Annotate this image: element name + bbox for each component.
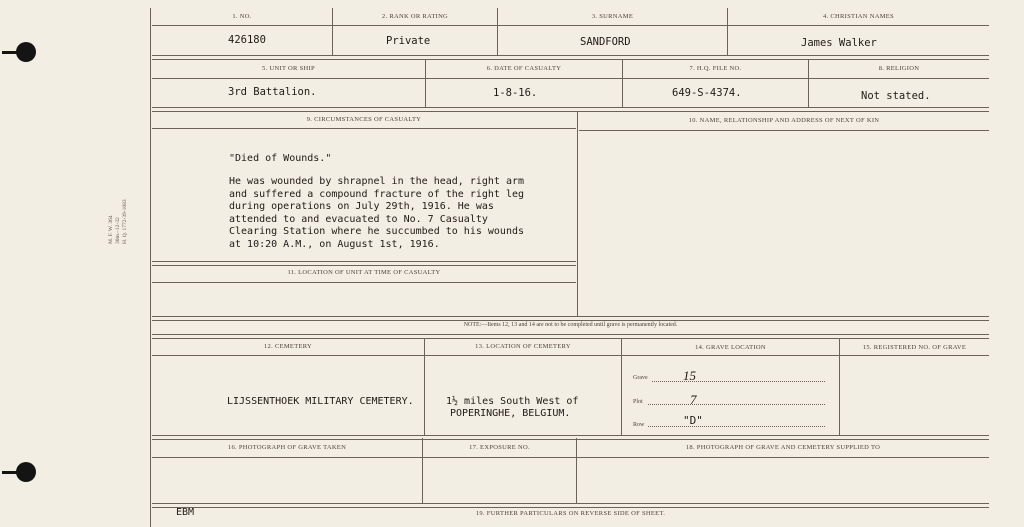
label-cemetery: 12. CEMETERY <box>263 343 313 350</box>
value-file-no: 649-S-4374. <box>672 87 742 99</box>
circumstances-line: attended to and evacuated to No. 7 Casualty <box>229 213 488 225</box>
label-plot: Plot <box>633 399 643 405</box>
punch-hole-top <box>16 42 36 62</box>
label-file-no: 7. H.Q. FILE NO. <box>689 65 742 72</box>
value-location-line-2: POPERINGHE, BELGIUM. <box>450 408 571 419</box>
value-initials: EBM <box>176 507 195 518</box>
label-grave-location: 14. GRAVE LOCATION <box>695 344 766 351</box>
rule <box>152 355 989 356</box>
rule <box>152 78 989 79</box>
double-rule <box>152 503 989 508</box>
label-photograph-supplied: 18. PHOTOGRAPH OF GRAVE AND CEMETERY SUPPLIED TO <box>685 444 881 451</box>
value-religion: Not stated. <box>861 90 931 102</box>
double-rule <box>152 261 576 266</box>
double-rule <box>152 334 989 339</box>
value-date: 1-8-16. <box>493 87 538 99</box>
value-grave: 15 <box>683 368 696 383</box>
side-print-codes <box>108 199 129 244</box>
label-registered-no: 15. REGISTERED NO. OF GRAVE <box>862 344 967 351</box>
dotted-line <box>648 404 825 405</box>
value-plot: 7 <box>690 392 697 407</box>
value-cemetery: LIJSSENTHOEK MILITARY CEMETERY. <box>227 396 414 407</box>
divider <box>839 338 840 435</box>
side-code-a: M. F. W. 364 <box>108 215 114 244</box>
value-row: "D" <box>683 414 703 427</box>
circumstances-line: during operations on July 29th, 1916. He was <box>229 201 494 212</box>
label-grave: Grave <box>633 375 648 381</box>
note-text: NOTE:—Items 12, 13 and 14 are not to be completed until grave is permanently located. <box>463 322 678 328</box>
circumstances-text <box>229 176 524 251</box>
label-location-of-unit: 11. LOCATION OF UNIT AT TIME OF CASUALTY <box>287 269 441 276</box>
value-unit: 3rd Battalion. <box>228 86 317 98</box>
label-unit: 5. UNIT OR SHIP <box>262 65 315 72</box>
label-next-of-kin: 10. NAME, RELATIONSHIP AND ADDRESS OF NEXT OF KIN <box>688 117 880 124</box>
value-location-line-1: 1½ miles South West of <box>446 396 579 407</box>
divider <box>424 338 425 435</box>
rule <box>152 282 576 283</box>
double-rule <box>152 316 989 321</box>
circumstances-line: Clearing Station where he succumbed to his wounds <box>229 226 525 237</box>
label-religion: 8. RELIGION <box>878 65 920 72</box>
double-rule <box>152 107 989 112</box>
rule <box>152 457 989 458</box>
rule <box>152 128 576 129</box>
value-number: 426180 <box>228 34 266 46</box>
dotted-line <box>648 426 825 427</box>
rule <box>579 130 989 131</box>
circumstances-title: "Died of Wounds." <box>229 153 332 164</box>
label-rank: 2. RANK OR RATING <box>381 13 449 20</box>
double-rule <box>152 55 989 60</box>
circumstances-line: and suffered a compound fracture of the right leg <box>229 188 525 200</box>
label-date: 6. DATE OF CASUALTY <box>486 65 562 72</box>
side-code-b: 30m.–12-32 <box>115 217 121 244</box>
rule <box>152 25 989 26</box>
label-further-particulars: 19. FURTHER PARTICULARS ON REVERSE SIDE OF SHEET. <box>475 510 666 517</box>
value-rank: Private <box>386 35 431 47</box>
value-surname: SANDFORD <box>580 36 631 48</box>
divider <box>577 111 578 316</box>
punch-hole-bottom <box>16 462 36 482</box>
left-border <box>150 8 151 527</box>
label-photograph-taken: 16. PHOTOGRAPH OF GRAVE TAKEN <box>227 444 347 451</box>
label-exposure-no: 17. EXPOSURE NO. <box>469 444 530 451</box>
double-rule <box>152 435 989 440</box>
side-code-c: H. Q. 1772-39-1083 <box>122 199 128 244</box>
label-number: 1. NO. <box>232 13 252 20</box>
circumstances-line: He was wounded by shrapnel in the head, right arm <box>229 176 525 187</box>
label-surname: 3. SURNAME <box>591 13 634 20</box>
divider <box>621 338 622 435</box>
label-christian-names: 4. CHRISTIAN NAMES <box>823 13 894 20</box>
label-circumstances: 9. CIRCUMSTANCES OF CASUALTY <box>306 116 422 123</box>
value-christian-names: James Walker <box>801 37 877 49</box>
circumstances-line: at 10:20 A.M., on August 1st, 1916. <box>229 238 440 250</box>
label-row: Row <box>633 422 645 428</box>
label-location-of-cemetery: 13. LOCATION OF CEMETERY <box>475 343 571 350</box>
dotted-line <box>652 381 825 382</box>
